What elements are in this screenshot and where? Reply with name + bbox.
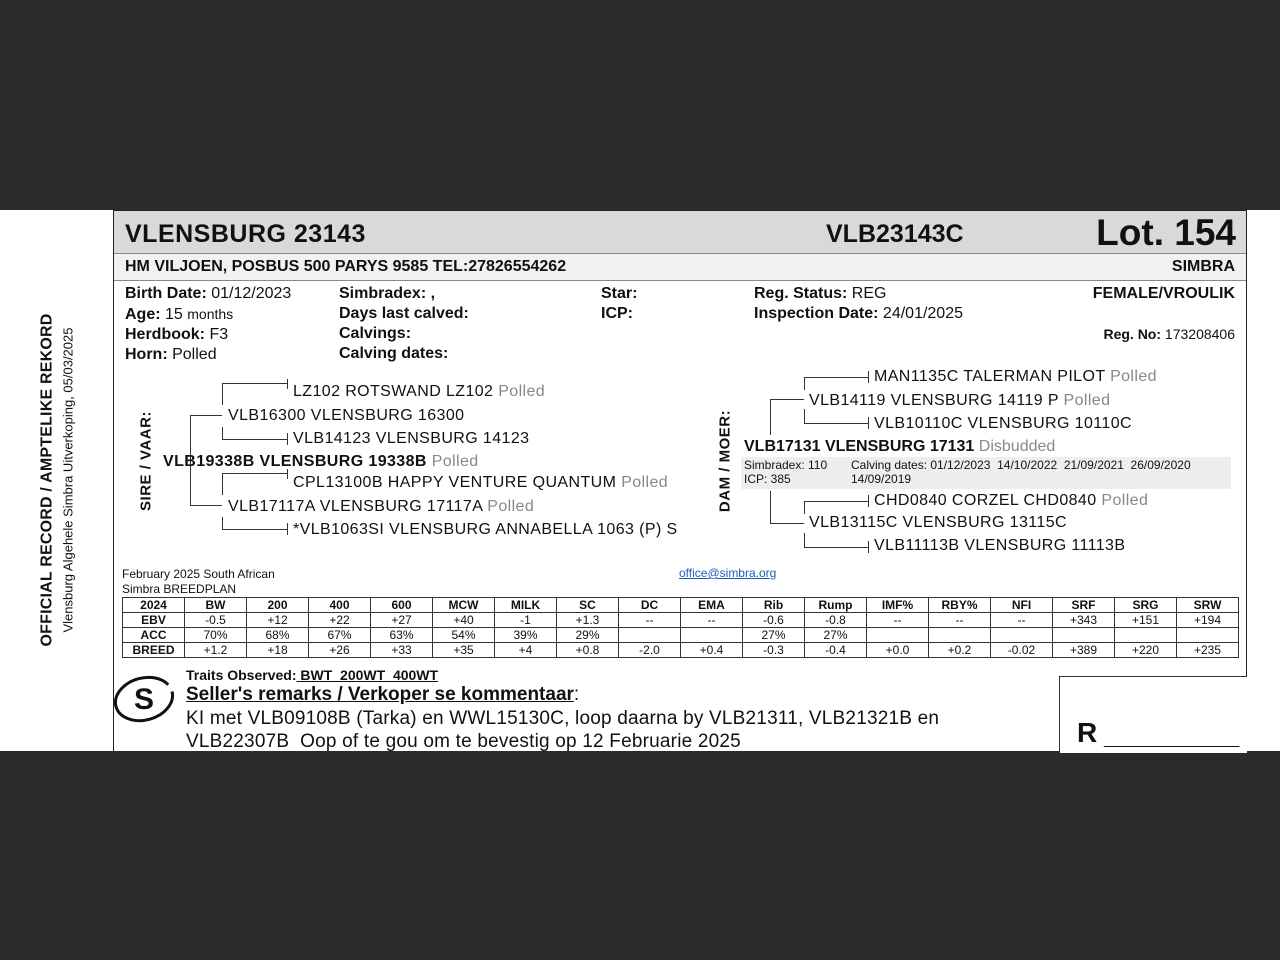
ebv-cell: +235 <box>1177 643 1239 658</box>
remarks-line-1: KI met VLB09108B (Tarka) en WWL15130C, loop daarna by VLB21311, VLB21321B en <box>186 708 940 729</box>
dam-calving-dates: Calving dates: 01/12/2023 14/10/2022 21/09/2021 26/09/2020 <box>851 458 1191 472</box>
reg-no-label: Reg. No: <box>1103 326 1162 342</box>
ebv-cell: -- <box>867 613 929 628</box>
title-row <box>114 211 1246 254</box>
sire-parent-2: VLB17117A VLENSBURG 17117A Polled <box>228 498 535 515</box>
herdbook-value: F3 <box>209 326 229 343</box>
ebv-cell: ACC <box>123 628 185 643</box>
side-caption <box>0 210 113 751</box>
price-blank: _________________ <box>1104 731 1239 748</box>
info-col-2 <box>339 284 469 364</box>
ebv-cell: +0.0 <box>867 643 929 658</box>
ebv-cell: -- <box>619 613 681 628</box>
ebv-cell: SRF <box>1053 598 1115 613</box>
dam-stats-box <box>741 457 1231 489</box>
ebv-table <box>122 597 1239 658</box>
svg-text:S: S <box>133 683 155 716</box>
lot-card <box>113 210 1247 751</box>
dam-grandparent-4: VLB11113B VLENSBURG 11113B <box>874 537 1126 554</box>
calving-dates-label: Calving dates: <box>339 345 449 362</box>
breedplan-note-2: Simbra BREEDPLAN <box>122 582 237 596</box>
reg-no-value: 173208406 <box>1164 326 1235 342</box>
ebv-cell: -0.5 <box>185 613 247 628</box>
ebv-cell: EMA <box>681 598 743 613</box>
ebv-cell: -0.3 <box>743 643 805 658</box>
auction-label: Vlensburg Algehele Simbra Uitverkoping, 05/03/2025 <box>60 327 76 633</box>
ebv-cell: +151 <box>1115 613 1177 628</box>
ebv-cell: -0.02 <box>991 643 1053 658</box>
ebv-cell: 70% <box>185 628 247 643</box>
age-unit: months <box>187 306 234 322</box>
ebv-cell: Rib <box>743 598 805 613</box>
ebv-cell <box>1053 628 1115 643</box>
ebv-cell: 27% <box>805 628 867 643</box>
animal-code: VLB23143C <box>826 220 964 248</box>
ebv-cell <box>1177 628 1239 643</box>
ebv-cell: 54% <box>433 628 495 643</box>
ebv-cell: +40 <box>433 613 495 628</box>
breedplan-note-1: February 2025 South African <box>122 567 275 581</box>
info-col-1 <box>125 284 291 365</box>
dam-icp: ICP: 385 <box>744 472 791 486</box>
ebv-cell: 200 <box>247 598 309 613</box>
ebv-cell: -0.6 <box>743 613 805 628</box>
dam-parent-1: VLB14119 VLENSBURG 14119 P Polled <box>809 392 1111 409</box>
ebv-cell: +0.2 <box>929 643 991 658</box>
ebv-cell: DC <box>619 598 681 613</box>
ebv-cell <box>991 628 1053 643</box>
ebv-cell: +22 <box>309 613 371 628</box>
ebv-header-row <box>123 598 1239 613</box>
simbra-logo-icon <box>114 673 178 725</box>
ebv-cell: SRG <box>1115 598 1177 613</box>
herdbook-label: Herdbook: <box>125 326 205 343</box>
ebv-cell: MILK <box>495 598 557 613</box>
sex-label: FEMALE/VROULIK <box>1092 285 1235 302</box>
age-label: Age: <box>125 306 161 323</box>
ebv-cell: -- <box>681 613 743 628</box>
ebv-cell: IMF% <box>867 598 929 613</box>
breed-label: SIMBRA <box>1171 258 1235 275</box>
days-calved-label: Days last calved: <box>339 305 469 322</box>
ebv-cell: 68% <box>247 628 309 643</box>
ebv-cell: +26 <box>309 643 371 658</box>
inspection-label: Inspection Date: <box>754 305 879 322</box>
ebv-cell <box>929 628 991 643</box>
ebv-cell: Rump <box>805 598 867 613</box>
birth-value: 01/12/2023 <box>211 285 292 302</box>
reg-status-label: Reg. Status: <box>754 285 848 302</box>
ebv-cell <box>619 628 681 643</box>
sire-grandparent-3: CPL13100B HAPPY VENTURE QUANTUM Polled <box>293 474 669 491</box>
ebv-cell: 63% <box>371 628 433 643</box>
ebv-cell: +1.2 <box>185 643 247 658</box>
ebv-cell: MCW <box>433 598 495 613</box>
ebv-cell: 67% <box>309 628 371 643</box>
ebv-cell: EBV <box>123 613 185 628</box>
ebv-cell: 27% <box>743 628 805 643</box>
ebv-cell: +27 <box>371 613 433 628</box>
ebv-cell: -2.0 <box>619 643 681 658</box>
dam-grandparent-1: MAN1135C TALERMAN PILOT Polled <box>874 368 1157 385</box>
calvings-label: Calvings: <box>339 325 412 342</box>
traits-observed: Traits Observed: BWT 200WT 400WT <box>186 667 439 683</box>
birth-label: Birth Date: <box>125 285 207 302</box>
dam-grandparent-2: VLB10110C VLENSBURG 10110C <box>874 415 1132 432</box>
ebv-cell: +1.3 <box>557 613 619 628</box>
sire-parent-1: VLB16300 VLENSBURG 16300 <box>228 407 465 424</box>
dam-parent-2: VLB13115C VLENSBURG 13115C <box>809 514 1067 531</box>
ebv-cell: +33 <box>371 643 433 658</box>
dam-main: VLB17131 VLENSBURG 17131 Disbudded <box>744 438 1056 455</box>
email-link[interactable]: office@simbra.org <box>679 566 777 580</box>
ebv-cell: 2024 <box>123 598 185 613</box>
ebv-row-acc <box>123 628 1239 643</box>
remarks-line-2: VLB22307B Oop of te gou om te bevestig op 12 Februarie 2025 <box>186 731 741 752</box>
dam-calving-dates-2: 14/09/2019 <box>851 472 912 486</box>
traits-value: BWT 200WT 400WT <box>296 667 439 683</box>
remarks-heading: Seller's remarks / Verkoper se kommentaar: <box>186 684 580 705</box>
ebv-cell: SRW <box>1177 598 1239 613</box>
owner-row <box>114 254 1246 281</box>
ebv-cell: 39% <box>495 628 557 643</box>
ebv-cell: RBY% <box>929 598 991 613</box>
dam-label: DAM / MOER: <box>716 409 734 513</box>
ebv-row-ebv <box>123 613 1239 628</box>
sire-label: SIRE / VAAR: <box>137 411 155 511</box>
ebv-cell: +12 <box>247 613 309 628</box>
sire-main: VLB19338B VLENSBURG 19338B Polled <box>163 453 479 470</box>
ebv-cell: -0.8 <box>805 613 867 628</box>
horn-label: Horn: <box>125 346 168 363</box>
ebv-cell: -- <box>991 613 1053 628</box>
ebv-cell: 29% <box>557 628 619 643</box>
currency-symbol: R <box>1077 717 1098 748</box>
ebv-cell <box>1115 628 1177 643</box>
info-col-4 <box>754 284 963 324</box>
ebv-cell: +343 <box>1053 613 1115 628</box>
dam-grandparent-3: CHD0840 CORZEL CHD0840 Polled <box>874 492 1149 509</box>
lot-number: Lot. 154 <box>1096 212 1236 253</box>
inspection-value: 24/01/2025 <box>882 305 963 322</box>
sire-grandparent-4: *VLB1063SI VLENSBURG ANNABELLA 1063 (P) S <box>293 521 678 538</box>
sire-grandparent-2: VLB14123 VLENSBURG 14123 <box>293 430 530 447</box>
ebv-cell: -0.4 <box>805 643 867 658</box>
star-label: Star: <box>601 285 638 302</box>
icp-label: ICP: <box>601 305 633 322</box>
dam-simbradex: Simbradex: 110 <box>744 458 828 472</box>
official-record-label: OFFICIAL RECORD / AMPTELIKE REKORD <box>38 313 56 647</box>
info-col-5 <box>1093 284 1235 344</box>
ebv-cell: +4 <box>495 643 557 658</box>
ebv-cell: +35 <box>433 643 495 658</box>
ebv-row-breed <box>123 643 1239 658</box>
ebv-cell: -1 <box>495 613 557 628</box>
ebv-cell: BW <box>185 598 247 613</box>
ebv-cell <box>867 628 929 643</box>
ebv-cell: +0.4 <box>681 643 743 658</box>
age-value: 15 <box>165 306 183 323</box>
ebv-cell: BREED <box>123 643 185 658</box>
ebv-cell: 400 <box>309 598 371 613</box>
remarks-text <box>186 707 976 753</box>
info-col-3 <box>601 284 637 324</box>
simbradex-label: Simbradex: , <box>339 285 436 302</box>
ebv-cell: +389 <box>1053 643 1115 658</box>
ebv-cell: +220 <box>1115 643 1177 658</box>
owner-details: HM VILJOEN, POSBUS 500 PARYS 9585 TEL:27826554262 <box>125 258 567 275</box>
ebv-cell: SC <box>557 598 619 613</box>
catalog-sheet <box>0 210 1280 751</box>
ebv-cell: NFI <box>991 598 1053 613</box>
ebv-cell: +194 <box>1177 613 1239 628</box>
price-box[interactable] <box>1059 676 1247 753</box>
animal-name: VLENSBURG 23143 <box>125 220 366 248</box>
horn-value: Polled <box>172 346 217 363</box>
ebv-cell: +0.8 <box>557 643 619 658</box>
sire-grandsire-1: LZ102 ROTSWAND LZ102 Polled <box>293 383 546 400</box>
ebv-cell: 600 <box>371 598 433 613</box>
ebv-cell <box>681 628 743 643</box>
ebv-cell: -- <box>929 613 991 628</box>
ebv-cell: +18 <box>247 643 309 658</box>
reg-status-value: REG <box>851 285 887 302</box>
